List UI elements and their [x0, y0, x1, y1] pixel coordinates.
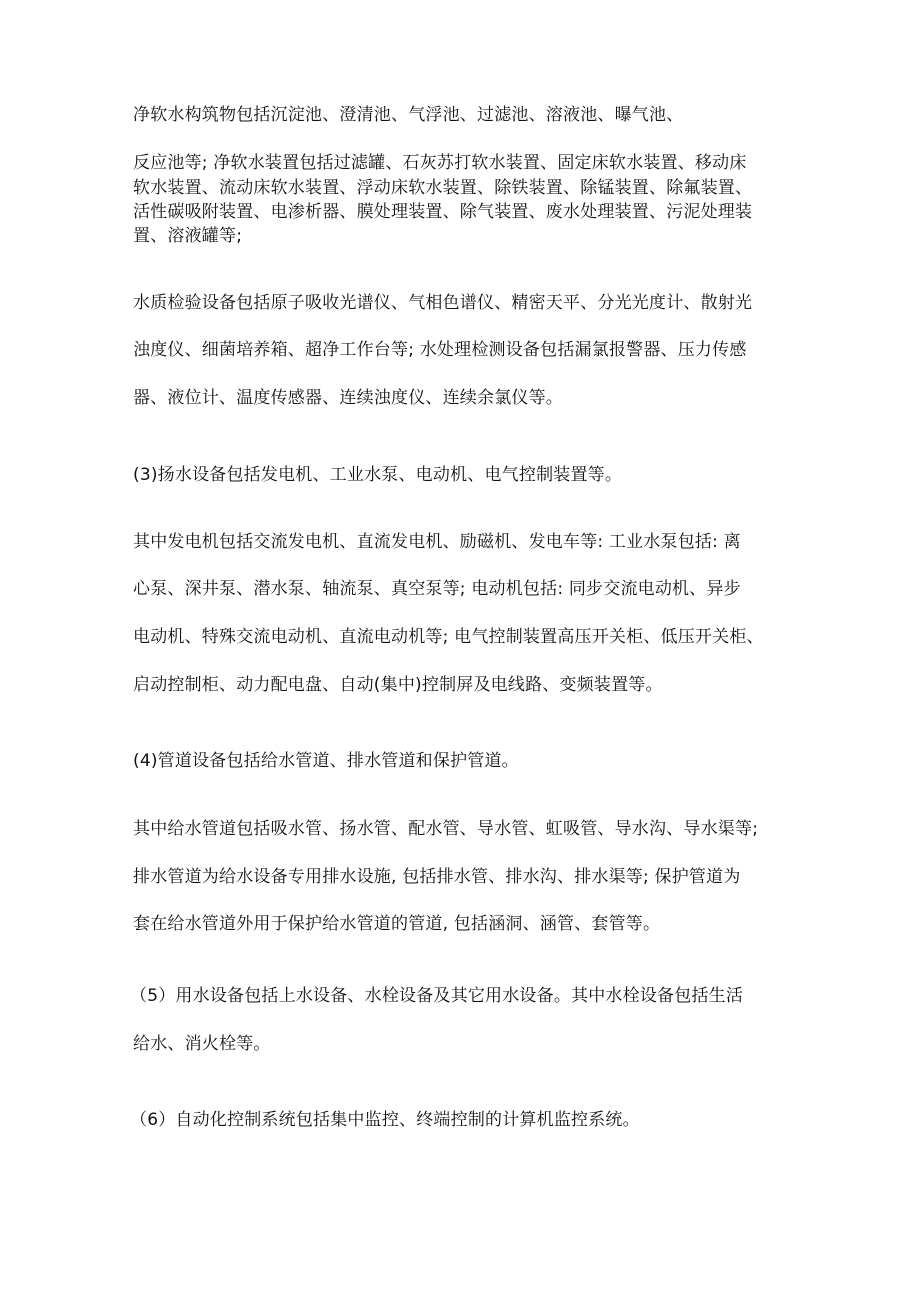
section-heading: (4)管道设备包括给水管道、排水管道和保护管道。 — [133, 751, 519, 771]
text-line: 器、液位计、温度传感器、连续浊度仪、连续余氯仪等。 — [133, 388, 563, 408]
text-line: 水质检验设备包括原子吸收光谱仪、气相色谱仪、精密天平、分光光度计、散射光 — [133, 293, 753, 313]
text-line: 给水、消火栓等。 — [133, 1034, 271, 1054]
section-heading: （6）自动化控制系统包括集中监控、终端控制的计算机监控系统。 — [130, 1110, 640, 1130]
text-line: 心泵、深井泵、潜水泵、轴流泵、真空泵等; 电动机包括: 同步交流电动机、异步 — [133, 579, 741, 599]
text-line: 浊度仪、细菌培养箱、超净工作台等; 水处理检测设备包括漏氯报警器、压力传感 — [133, 340, 747, 360]
text-line: 其中给水管道包括吸水管、扬水管、配水管、导水管、虹吸管、导水沟、导水渠等; — [133, 819, 759, 839]
text-line: 其中发电机包括交流发电机、直流发电机、励磁机、发电车等: 工业水泵包括: 离 — [133, 532, 741, 552]
section-heading: （5）用水设备包括上水设备、水栓设备及其它用水设备。其中水栓设备包括生活 — [130, 986, 744, 1006]
text-line: 排水管道为给水设备专用排水设施, 包括排水管、排水沟、排水渠等; 保护管道为 — [133, 867, 741, 887]
text-line: 启动控制柜、动力配电盘、自动(集中)控制屏及电线路、变频装置等。 — [133, 675, 663, 695]
text-line: 电动机、特殊交流电动机、直流电动机等; 电气控制装置高压开关柜、低压开关柜、 — [133, 627, 764, 647]
text-line: 套在给水管道外用于保护给水管道的管道, 包括涵洞、涵管、套管等。 — [133, 914, 661, 934]
text-line: 置、溶液罐等; — [133, 226, 243, 246]
section-heading: (3)扬水设备包括发电机、工业水泵、电动机、电气控制装置等。 — [133, 465, 623, 485]
text-line: 净软水构筑物包括沉淀池、澄清池、气浮池、过滤池、溶液池、曝气池、 — [133, 105, 684, 125]
text-line: 活性碳吸附装置、电渗析器、膜处理装置、除气装置、废水处理装置、污泥处理装 — [133, 202, 753, 222]
text-line: 软水装置、流动床软水装置、浮动床软水装置、除铁装置、除锰装置、除氟装置、 — [133, 178, 753, 198]
text-line: 反应池等; 净软水装置包括过滤罐、石灰苏打软水装置、固定床软水装置、移动床 — [133, 153, 747, 173]
